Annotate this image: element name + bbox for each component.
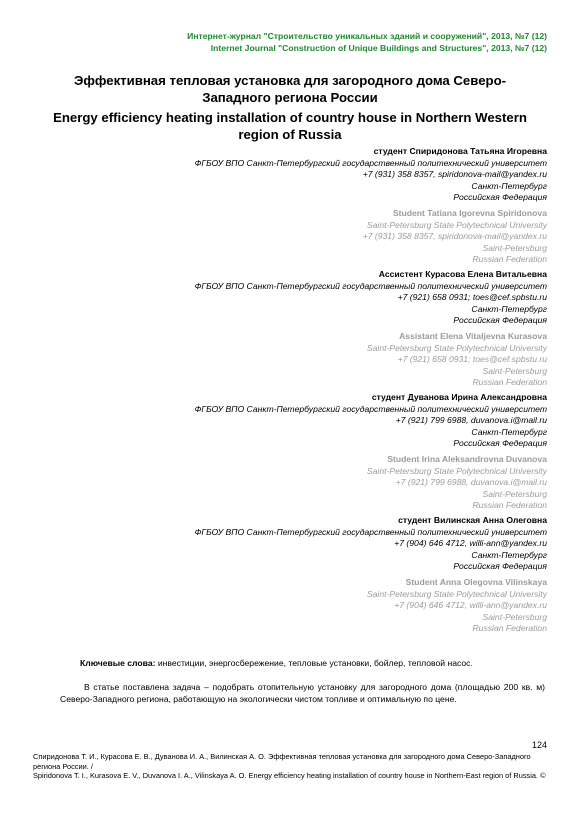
author-contact: +7 (904) 646 4712, willi-ann@yandex.ru <box>394 538 547 549</box>
author-contact: +7 (921) 658 0931; toes@cef.spbstu.ru <box>397 292 547 303</box>
author-name: Student Tatiana Igorevna Spiridonova <box>392 208 547 218</box>
author-city: Saint-Petersburg <box>482 488 547 499</box>
author-affiliation: Saint-Petersburg State Polytechnical University <box>366 219 547 230</box>
journal-line-ru: Интернет-журнал "Строительство уникальных зданий и сооружений", 2013, №7 (12) <box>187 31 547 41</box>
author-block-en <box>367 577 547 635</box>
author-affiliation: ФГБОУ ВПО Санкт-Петербургский государственный политехнический университет <box>194 280 547 291</box>
author-affiliation: ФГБОУ ВПО Санкт-Петербургский государственный политехнический университет <box>194 157 547 168</box>
author-city: Санкт-Петербург <box>471 180 547 191</box>
citation-footnote <box>33 752 553 781</box>
author-block-ru <box>195 146 547 204</box>
author-country: Russian Federation <box>472 377 547 388</box>
keywords <box>80 658 473 669</box>
author-name: Student Irina Aleksandrovna Duvanova <box>387 454 547 464</box>
page-number: 124 <box>531 740 547 750</box>
author-name: студент Спиридонова Татьяна Игоревна <box>373 146 547 156</box>
keywords-label: Ключевые слова: <box>80 658 156 668</box>
author-block-en <box>363 208 547 266</box>
journal-header <box>187 31 547 54</box>
author-block-en <box>367 454 547 512</box>
title-ru: Эффективная тепловая установка для загородного дома Северо-Западного региона России <box>73 73 507 105</box>
author-name: студент Вилинская Анна Олеговна <box>398 515 547 525</box>
abstract-paragraph: В статье поставлена задача – подобрать отопительную установку для загородного дома (площадью 200 кв. м) Северо-Западного региона, работающую на экологически чистом топливе и оптимальную по цене. <box>60 682 545 704</box>
author-block-ru <box>195 515 547 573</box>
author-city: Санкт-Петербург <box>471 303 547 314</box>
author-country: Russian Federation <box>472 500 547 511</box>
author-name: Student Anna Olegovna Vilinskaya <box>405 577 547 587</box>
author-contact: +7 (931) 358 8357, spiridonova-mail@yandex.ru <box>362 169 547 180</box>
title-en: Energy efficiency heating installation of country house in Northern Western region of Russia <box>53 110 527 142</box>
author-country: Российская Федерация <box>453 192 547 203</box>
journal-line-en: Internet Journal "Construction of Unique Buildings and Structures", 2013, №7 (12) <box>210 42 547 53</box>
author-affiliation: Saint-Petersburg State Polytechnical University <box>366 588 547 599</box>
author-block-ru <box>195 269 547 327</box>
author-country: Российская Федерация <box>453 315 547 326</box>
author-contact: +7 (904) 646 4712, willi-ann@yandex.ru <box>394 600 547 611</box>
author-city: Saint-Petersburg <box>482 242 547 253</box>
author-country: Российская Федерация <box>453 438 547 449</box>
author-contact: +7 (931) 358 8357, spiridonova-mail@yandex.ru <box>362 231 547 242</box>
author-name: Assistant Elena Vitaljevna Kurasova <box>399 331 547 341</box>
author-affiliation: ФГБОУ ВПО Санкт-Петербургский государственный политехнический университет <box>194 526 547 537</box>
author-city: Saint-Petersburg <box>482 365 547 376</box>
author-city: Санкт-Петербург <box>471 549 547 560</box>
author-name: Ассистент Курасова Елена Витальевна <box>378 269 547 279</box>
author-affiliation: ФГБОУ ВПО Санкт-Петербургский государственный политехнический университет <box>194 403 547 414</box>
author-country: Russian Federation <box>472 254 547 265</box>
citation-ru: Спиридонова Т. И., Курасова Е. В., Дуванова И. А., Вилинская А. О. Эффективная тепловая установка для загородного дома Северо-Западного региона России. / <box>33 752 531 771</box>
keywords-text: инвестиции, энергосбережение, тепловые установки, бойлер, тепловой насос. <box>155 658 473 668</box>
author-contact: +7 (921) 799 6988, duvanova.i@mail.ru <box>395 415 547 426</box>
author-name: студент Дуванова Ирина Александровна <box>371 392 547 402</box>
author-contact: +7 (921) 658 0931; toes@cef.spbstu.ru <box>397 354 547 365</box>
author-country: Russian Federation <box>472 623 547 634</box>
author-contact: +7 (921) 799 6988, duvanova.i@mail.ru <box>395 477 547 488</box>
citation-en: Spiridonova T. I., Kurasova E. V., Duvanova I. A., Vilinskaya A. O. Energy efficiency heating installation of country house in Northern-East region of Russia. © <box>33 771 546 781</box>
author-city: Saint-Petersburg <box>482 611 547 622</box>
author-city: Санкт-Петербург <box>471 426 547 437</box>
author-country: Российская Федерация <box>453 561 547 572</box>
author-block-en <box>367 331 547 389</box>
author-block-ru <box>195 392 547 450</box>
author-affiliation: Saint-Petersburg State Polytechnical University <box>366 465 547 476</box>
author-affiliation: Saint-Petersburg State Polytechnical University <box>366 342 547 353</box>
